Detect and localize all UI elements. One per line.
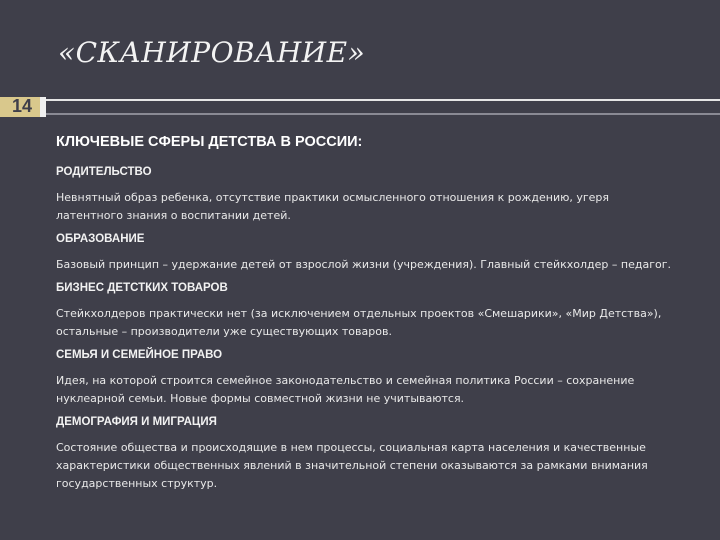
title-divider-bar [0, 97, 720, 117]
section-text: Базовый принцип – удержание детей от взрослой жизни (учреждения). Главный стейкхолдер – педагог. [56, 258, 671, 271]
section-text: Идея, на которой строится семейное законодательство и семейная политика России – сохранение нуклеарной семьи. Новые формы совместной жизни не учитываются. [56, 374, 635, 405]
slide-title: «СКАНИРОВАНИЕ» [58, 36, 366, 69]
section-parenthood [56, 164, 676, 225]
section-title: РОДИТЕЛЬСТВО [56, 166, 152, 178]
section-title: ОБРАЗОВАНИЕ [56, 233, 145, 245]
section-text: Стейкхолдеров практически нет (за исключением отдельных проектов «Смешарики», «Мир Детства»), остальные – производители уже существующих товаров. [56, 307, 662, 338]
section-demography [56, 414, 676, 493]
section-education [56, 231, 676, 274]
divider-line-top [46, 99, 720, 101]
content-heading: КЛЮЧЕВЫЕ СФЕРЫ ДЕТСТВА В РОССИИ: [56, 134, 363, 150]
section-title: СЕМЬЯ И СЕМЕЙНОЕ ПРАВО [56, 349, 223, 361]
section-family-law [56, 347, 676, 408]
page-number: 14 [12, 96, 33, 116]
page-number-box [0, 97, 40, 117]
section-text: Состояние общества и происходящие в нем процессы, социальная карта населения и качественные характеристики общественных явлений в значительной степени оказываются за рамками внимания государственных структур. [56, 441, 648, 490]
section-title: ДЕМОГРАФИЯ И МИГРАЦИЯ [56, 416, 217, 428]
section-text: Невнятный образ ребенка, отсутствие практики осмысленного отношения к рождению, угеря латентного знания о воспитании детей. [56, 191, 610, 222]
slide-content [56, 132, 676, 499]
section-title: БИЗНЕС ДЕТСТКИХ ТОВАРОВ [56, 282, 228, 294]
section-business [56, 280, 676, 341]
divider-line-bottom [46, 113, 720, 115]
